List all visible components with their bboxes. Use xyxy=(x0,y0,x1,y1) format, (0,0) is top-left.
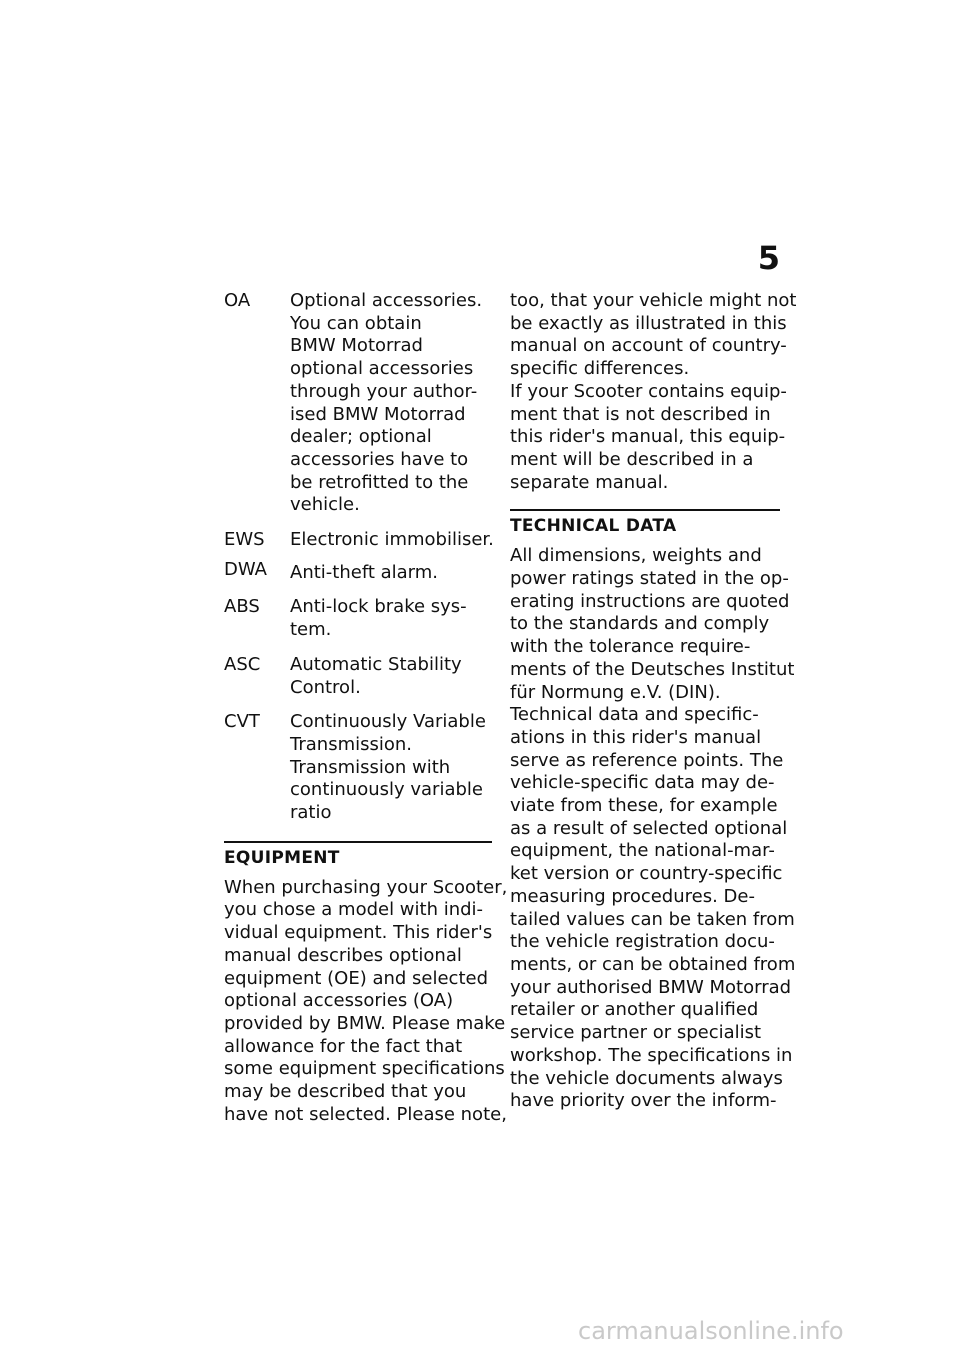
abbreviation-oa xyxy=(224,290,492,517)
equipment-paragraph-continued xyxy=(510,290,797,494)
paragraph-line: retailer or another qualified xyxy=(510,999,759,1021)
paragraph-line: with the tolerance require- xyxy=(510,636,751,658)
technical-data-paragraph xyxy=(510,545,796,1113)
definition-line: Transmission with xyxy=(290,756,451,778)
definition-line: optional accessories xyxy=(290,358,474,380)
definition-line: continuously variable xyxy=(290,779,483,801)
definition-line: Optional accessories. xyxy=(290,290,483,311)
paragraph-line: Technical data and specific- xyxy=(510,704,759,726)
abbreviation-definition xyxy=(290,290,492,517)
abbreviation-definition xyxy=(290,711,492,825)
abbreviation-dwa xyxy=(224,558,492,585)
abbreviation-key: CVT xyxy=(224,711,260,733)
paragraph-line: have priority over the inform- xyxy=(510,1090,777,1112)
paragraph-line: viate from these, for example xyxy=(510,795,778,817)
definition-line: Control. xyxy=(290,676,361,698)
paragraph-line: ket version or country-specific xyxy=(510,863,783,885)
paragraph-line: you chose a model with indi- xyxy=(224,899,484,921)
abbreviation-key: ABS xyxy=(224,596,260,618)
paragraph-line: erating instructions are quoted xyxy=(510,590,790,612)
equipment-paragraph xyxy=(224,876,508,1127)
section-divider xyxy=(224,841,492,843)
section-heading-technical-data: TECHNICAL DATA xyxy=(510,516,677,537)
paragraph-line: allowance for the fact that xyxy=(224,1035,463,1057)
paragraph-line: this rider's manual, this equip- xyxy=(510,426,786,448)
abbreviation-cvt xyxy=(224,711,492,825)
paragraph-line: equipment, the national-mar- xyxy=(510,840,775,862)
abbreviation-asc xyxy=(224,654,492,699)
paragraph-line: ment that is not described in xyxy=(510,403,771,425)
paragraph-line: power ratings stated in the op- xyxy=(510,568,789,590)
paragraph-line: measuring procedures. De- xyxy=(510,885,755,907)
paragraph-line: serve as reference points. The xyxy=(510,749,784,771)
paragraph-line: as a result of selected optional xyxy=(510,817,788,839)
paragraph-line: vehicle-specific data may de- xyxy=(510,772,775,794)
abbreviation-definition xyxy=(290,562,492,585)
definition-line: ratio xyxy=(290,802,332,824)
definition-line: Electronic immobiliser. xyxy=(290,529,494,551)
paragraph-line: ations in this rider's manual xyxy=(510,726,762,748)
paragraph-line: may be described that you xyxy=(224,1081,467,1103)
definition-line: Anti-theft alarm. xyxy=(290,561,439,583)
watermark-text: carmanualsonline.info xyxy=(578,1317,844,1345)
definition-line: Continuously Variable xyxy=(290,711,486,733)
definition-line: ised BMW Motorrad xyxy=(290,403,466,425)
paragraph-line: service partner or specialist xyxy=(510,1022,762,1044)
abbreviation-definition xyxy=(290,654,492,699)
definition-line: You can obtain xyxy=(290,312,422,334)
paragraph-line: be exactly as illustrated in this xyxy=(510,312,787,334)
definition-line: through your author- xyxy=(290,380,478,402)
paragraph-line: ments of the Deutsches Institut xyxy=(510,658,795,680)
paragraph-line: separate manual. xyxy=(510,471,669,493)
page-number: 5 xyxy=(757,239,780,277)
definition-line: Transmission. xyxy=(290,733,413,755)
paragraph-line: ments, or can be obtained from xyxy=(510,953,796,975)
section-heading-equipment: EQUIPMENT xyxy=(224,847,340,868)
paragraph-line: some equipment specifications xyxy=(224,1058,505,1080)
paragraph-line: manual on account of country- xyxy=(510,335,787,357)
abbreviation-key: ASC xyxy=(224,653,261,675)
definition-line: Anti-lock brake sys- xyxy=(290,596,467,618)
abbreviation-key: OA xyxy=(224,290,251,311)
paragraph-line: vidual equipment. This rider's xyxy=(224,922,493,944)
abbreviation-key: DWA xyxy=(224,558,267,580)
paragraph-line: to the standards and comply xyxy=(510,613,770,635)
paragraph-line: manual describes optional xyxy=(224,944,462,966)
paragraph-line: optional accessories (OA) xyxy=(224,990,454,1012)
paragraph-line: ment will be described in a xyxy=(510,448,754,470)
definition-line: accessories have to xyxy=(290,448,469,470)
paragraph-line: equipment (OE) and selected xyxy=(224,967,489,989)
paragraph-line: tailed values can be taken from xyxy=(510,908,795,930)
paragraph-line: provided by BMW. Please make xyxy=(224,1012,506,1034)
definition-line: be retrofitted to the xyxy=(290,471,469,493)
paragraph-line: the vehicle documents always xyxy=(510,1067,783,1089)
paragraph-line: your authorised BMW Motorrad xyxy=(510,976,792,998)
abbreviation-ews xyxy=(224,529,492,552)
paragraph-line: specific differences. xyxy=(510,358,690,380)
section-divider xyxy=(510,509,780,511)
paragraph-line: If your Scooter contains equip- xyxy=(510,380,787,402)
definition-line: Automatic Stability xyxy=(290,653,462,675)
paragraph-line: the vehicle registration docu- xyxy=(510,931,775,953)
paragraph-line: All dimensions, weights and xyxy=(510,545,762,567)
definition-line: vehicle. xyxy=(290,494,360,516)
paragraph-line: too, that your vehicle might not xyxy=(510,290,797,311)
left-column xyxy=(224,290,508,1127)
paragraph-line: have not selected. Please note, xyxy=(224,1103,507,1125)
abbreviation-definition xyxy=(290,596,492,641)
abbreviation-definition xyxy=(290,529,492,552)
right-column xyxy=(510,290,797,1113)
abbreviation-key: EWS xyxy=(224,529,265,551)
paragraph-line: für Normung e.V. (DIN). xyxy=(510,681,721,703)
abbreviation-abs xyxy=(224,596,492,641)
paragraph-line: workshop. The specifications in xyxy=(510,1044,793,1066)
definition-line: BMW Motorrad xyxy=(290,335,423,357)
definition-line: tem. xyxy=(290,619,332,641)
paragraph-line: When purchasing your Scooter, xyxy=(224,876,508,898)
definition-line: dealer; optional xyxy=(290,426,432,448)
